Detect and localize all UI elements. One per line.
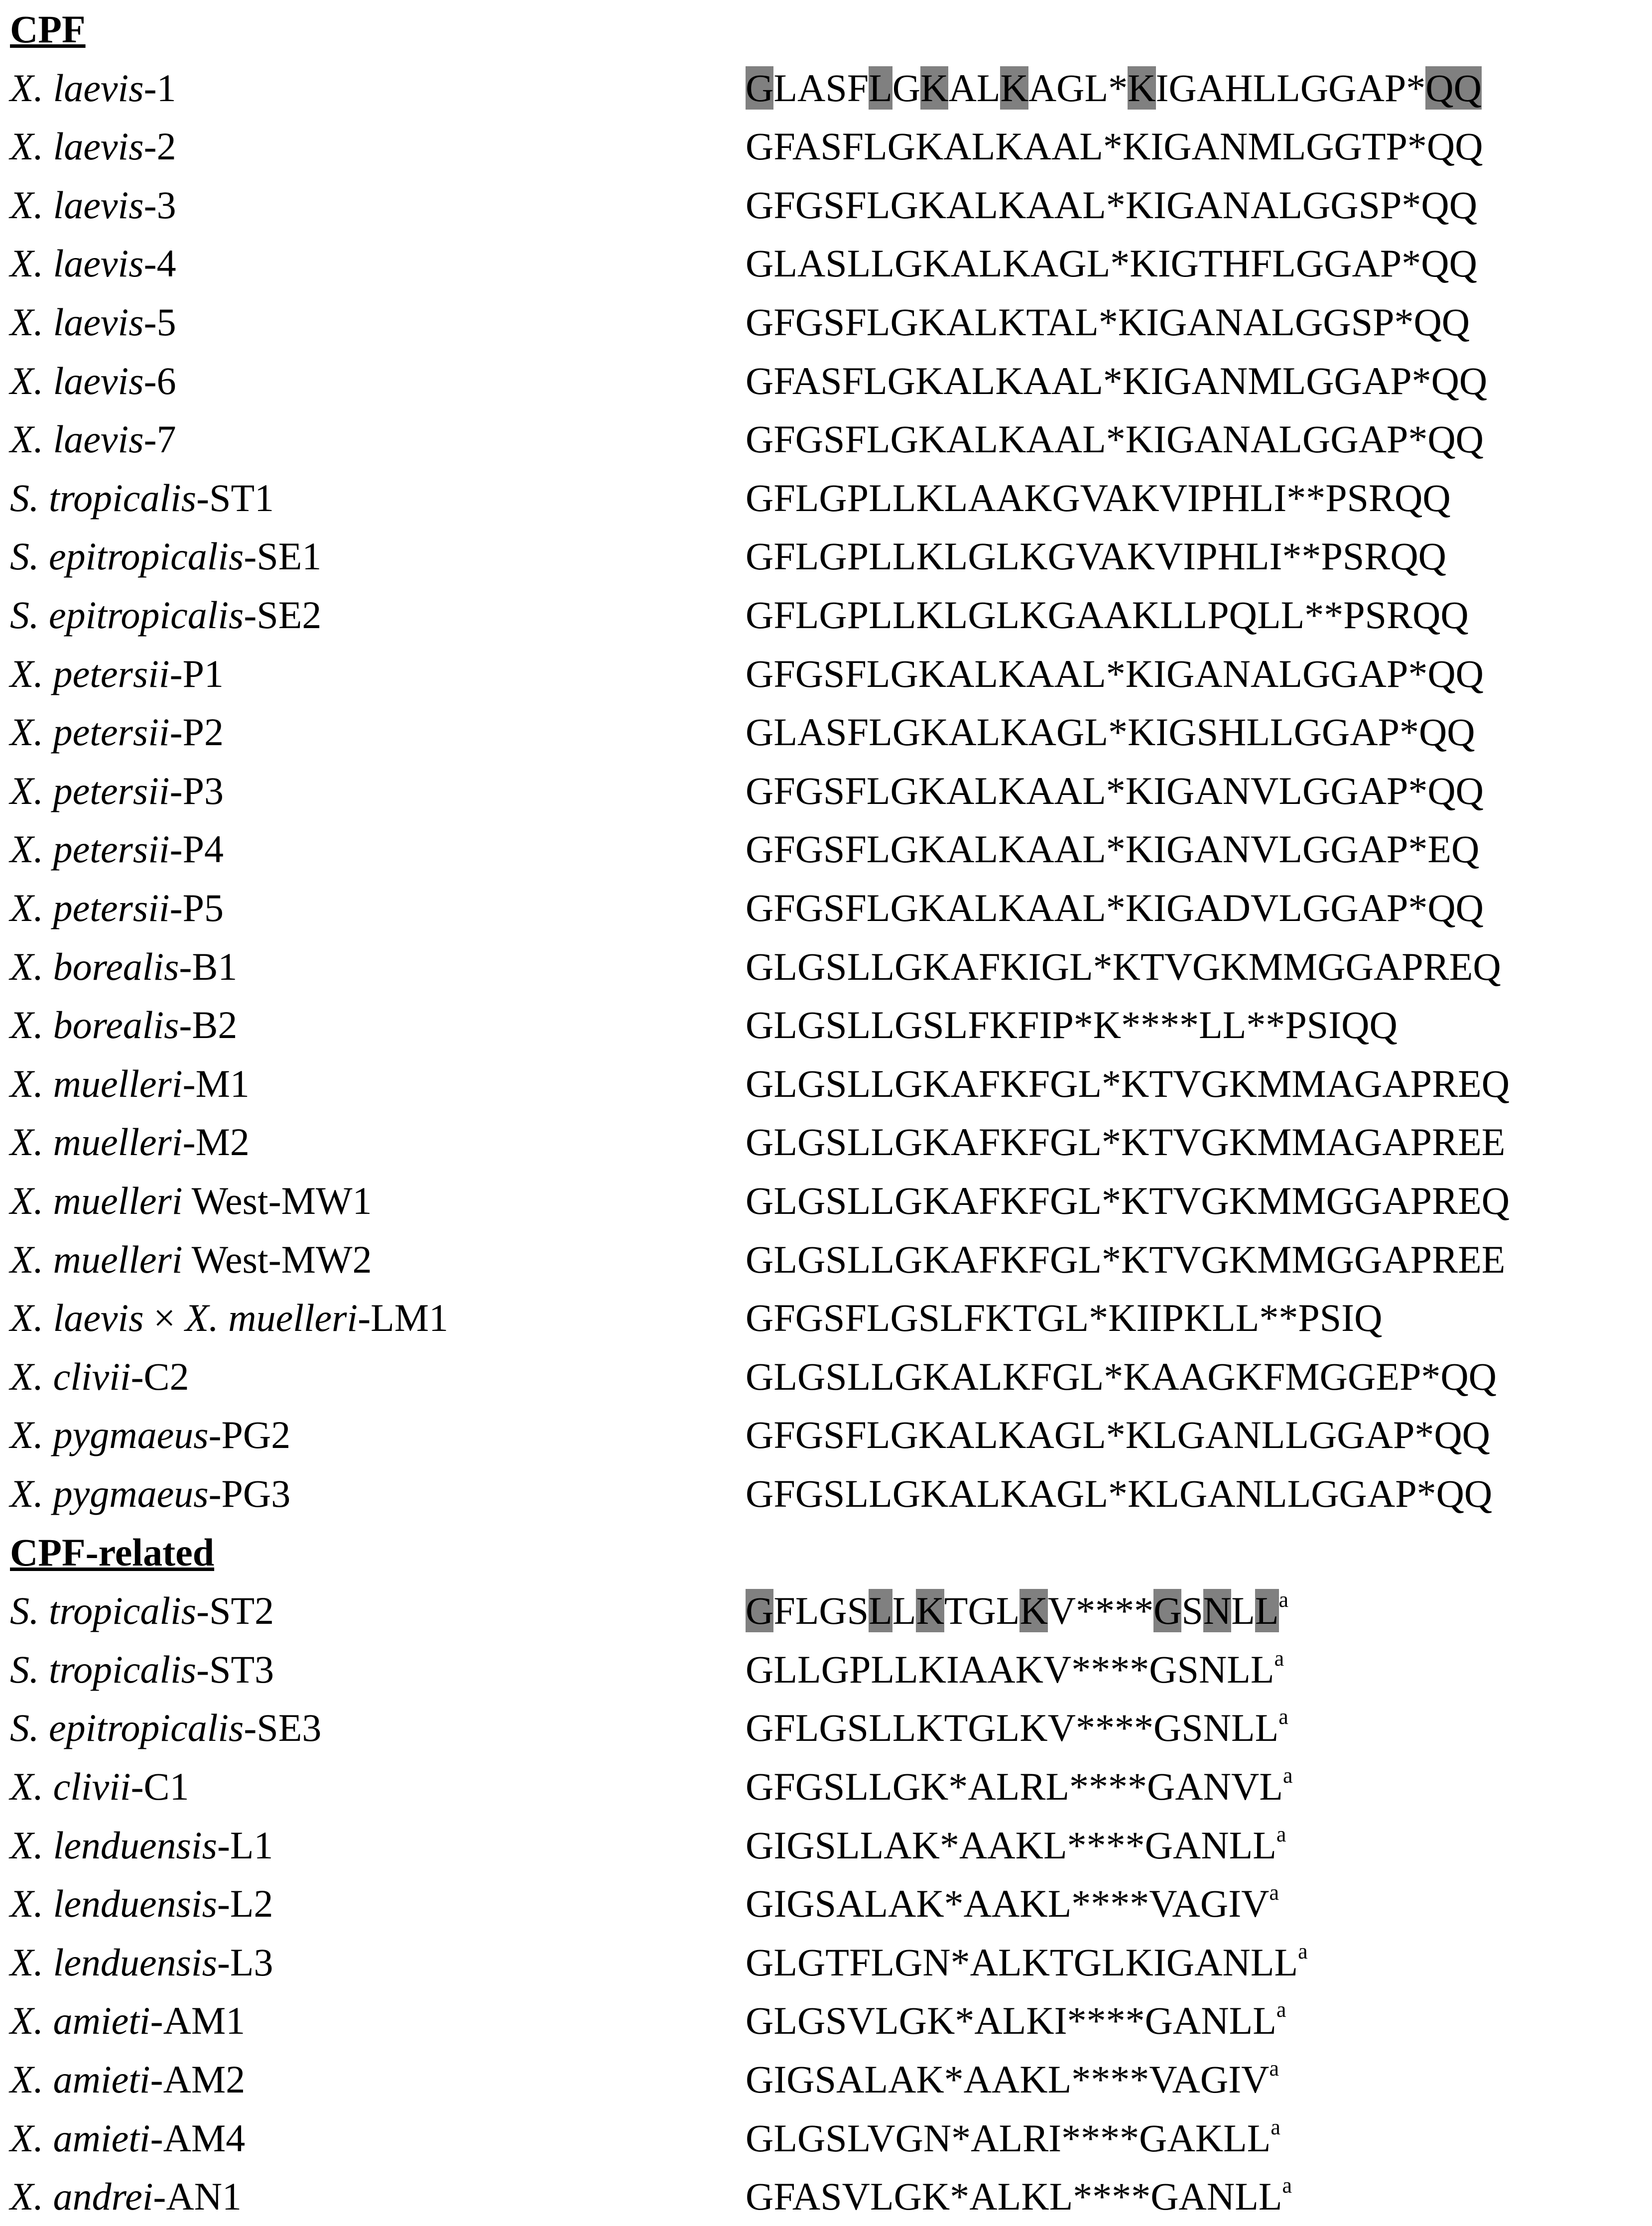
residue: A [948, 66, 977, 110]
conserved-residue: Q [1453, 66, 1482, 110]
species-label [10, 1172, 372, 1230]
alignment-row [0, 1640, 1652, 1699]
footnote-marker: a [1298, 1939, 1308, 1964]
peptide-sequence: GIGSLLAK*AAKL****GANLL$^a$ [746, 1822, 1286, 1867]
species-label [10, 2050, 245, 2109]
peptide-sequence: GLGSLVGN*ALRI****GAKLL$^a$ [746, 2114, 1280, 2160]
peptide-id: -AM4 [150, 2116, 246, 2160]
species-name: X. petersii [10, 886, 170, 929]
footnote-marker: a [1278, 1587, 1289, 1612]
peptide-sequence: GFLGPLLKLGLKGVAKVIPHLI**PSRQQ [746, 534, 1446, 578]
peptide-id: -B1 [179, 944, 238, 988]
residue: L [976, 66, 1001, 110]
peptide-id: -M2 [182, 1120, 250, 1164]
peptide-sequence: GFGSLLGKALKAGL*KLGANLLGGAP*QQ [746, 1472, 1493, 1515]
peptide-id: -5 [143, 300, 176, 344]
species-label [10, 117, 176, 176]
residue: L [795, 1589, 819, 1633]
species-name: X. laevis [10, 242, 144, 285]
species-name: X. lenduensis [10, 1823, 217, 1867]
residue: A [797, 66, 826, 110]
residue: G [1168, 66, 1197, 110]
peptide-sequence: GFGSFLGKALKTAL*KIGANALGGSP*QQ [746, 300, 1470, 344]
residue: H [1225, 66, 1253, 110]
footnote-marker: a [1276, 1822, 1286, 1846]
species-label [10, 1640, 274, 1699]
footnote-marker: a [1269, 2056, 1279, 2081]
species-label [10, 1699, 321, 1757]
alignment-row [0, 937, 1652, 996]
hybrid-cross: × [143, 1296, 185, 1340]
peptide-sequence: GFASFLGKALKAAL*KIGANMLGGTP*QQ [746, 125, 1483, 168]
alignment-row [0, 293, 1652, 352]
species-label [10, 410, 176, 469]
residue: S [847, 1589, 869, 1633]
peptide-id: -3 [143, 183, 176, 227]
species-label [10, 996, 237, 1054]
species-name: S. epitropicalis [10, 534, 244, 578]
species-name: X. muelleri [10, 1120, 183, 1164]
species-name: S. tropicalis [10, 476, 197, 520]
alignment-row [0, 1991, 1652, 2050]
peptide-id: -2 [143, 125, 176, 168]
species-name: X. laevis [10, 66, 144, 110]
peptide-id: -ST3 [196, 1647, 274, 1691]
conserved-residue: L [869, 1589, 892, 1633]
conserved-residue: Q [1425, 66, 1454, 110]
peptide-sequence: GFASFLGKALKAAL*KIGANMLGGAP*QQ [746, 359, 1488, 402]
residue: G [819, 1589, 847, 1633]
species-name: X. lenduensis [10, 1940, 217, 1984]
peptide-sequence: GLGSLLGSLFKFIP*K****LL**PSIQQ [746, 1003, 1398, 1047]
footnote-marker: a [1271, 2114, 1280, 2139]
peptide-sequence: GFGSFLGKALKAAL*KIGANVLGGAP*QQ [746, 769, 1484, 812]
species-label [10, 234, 176, 293]
species-name: S. tropicalis [10, 1589, 197, 1633]
species-label [10, 1933, 273, 1992]
alignment-row [0, 1113, 1652, 1172]
residue: L [773, 66, 797, 110]
conserved-residue: L [1255, 1589, 1279, 1633]
peptide-id: -C1 [130, 1765, 189, 1808]
footnote-marker: a [1282, 2173, 1292, 2198]
peptide-sequence: GFGSFLGKALKAGL*KLGANLLGGAP*QQ [746, 1413, 1490, 1457]
alignment-row [0, 1464, 1652, 1523]
species-label [10, 527, 321, 586]
peptide-sequence: GFGSFLGKALKAAL*KIGANALGGAP*QQ [746, 417, 1484, 461]
residue: G [892, 66, 921, 110]
peptide-id: -P2 [169, 710, 224, 754]
residue: V [1047, 1589, 1076, 1633]
species-label [10, 2167, 242, 2226]
conserved-residue: K [916, 1589, 944, 1633]
peptide-sequence: GFGSFLGKALKAAL*KIGANVLGGAP*EQ [746, 827, 1480, 871]
species-label [10, 1757, 189, 1816]
species-name: X. muelleri [10, 1237, 183, 1281]
residue: * [1406, 66, 1426, 110]
peptide-sequence: GLGSLLGKAFKFGL*KTVGKMMGGAPREE [746, 1237, 1506, 1281]
species-name: X. laevis [10, 183, 144, 227]
alignment-row [0, 469, 1652, 527]
species-name: X. laevis [10, 125, 144, 168]
residue: P [1384, 66, 1406, 110]
residue: S [1181, 1589, 1203, 1633]
residue: A [1196, 66, 1225, 110]
species-label [10, 1054, 250, 1113]
species-label [10, 1464, 290, 1523]
residue: F [847, 66, 869, 110]
peptide-sequence: GFGSFLGKALKAAL*KIGADVLGGAP*QQ [746, 886, 1484, 929]
peptide-id: -L3 [217, 1940, 273, 1984]
species-label [10, 1230, 372, 1289]
alignment-row [0, 1757, 1652, 1816]
residue: F [773, 1589, 795, 1633]
peptide-id: -SE1 [244, 534, 322, 578]
alignment-row [0, 59, 1652, 118]
residue: G [1300, 66, 1329, 110]
species-label [10, 1347, 189, 1406]
species-name: X. laevis [10, 417, 144, 461]
peptide-id: -ST2 [196, 1589, 274, 1633]
peptide-sequence: GFLGSLLKTGLKV****GSNLL$^a$ [746, 1704, 1288, 1750]
species-label [10, 1991, 245, 2050]
residue: T [944, 1589, 968, 1633]
alignment-row [0, 1054, 1652, 1113]
species-name: X. clivii [10, 1354, 131, 1398]
residue: S [825, 66, 847, 110]
species-name: X. muelleri [10, 1061, 183, 1105]
peptide-id: -1 [143, 66, 176, 110]
alignment-row [0, 1874, 1652, 1933]
species-name: S. epitropicalis [10, 1706, 244, 1750]
peptide-id: -AM1 [150, 1999, 246, 2043]
alignment-row [0, 117, 1652, 176]
conserved-residue: G [746, 1589, 774, 1633]
species-name: X. petersii [10, 769, 170, 812]
peptide-id: -L1 [217, 1823, 273, 1867]
alignment-row [0, 1406, 1652, 1464]
peptide-id: -M1 [182, 1061, 250, 1105]
species-name: S. tropicalis [10, 1647, 197, 1691]
species-name: X. petersii [10, 710, 170, 754]
peptide-id: -SE2 [244, 593, 322, 637]
residue: L [892, 1589, 916, 1633]
residue: * [1115, 1589, 1135, 1633]
alignment-row [0, 879, 1652, 937]
peptide-sequence: GFLGPLLKLGLKGAAKLLPQLL**PSRQQ [746, 593, 1469, 637]
residue: A [1356, 66, 1385, 110]
residue: L [996, 1589, 1020, 1633]
species-label [10, 586, 321, 645]
peptide-id: -AM2 [150, 2058, 246, 2101]
species-label [10, 293, 176, 352]
peptide-id: West-MW2 [182, 1237, 372, 1281]
peptide-sequence: GLGSVLGK*ALKI****GANLL$^a$ [746, 1997, 1286, 2043]
species-name: X. muelleri [185, 1296, 358, 1340]
species-name: X. andrei [10, 2175, 153, 2219]
residue: G [1056, 66, 1085, 110]
alignment-row [0, 703, 1652, 762]
alignment-row [0, 176, 1652, 235]
alignment-row [0, 2167, 1652, 2226]
residue: A [1028, 66, 1057, 110]
alignment-row [0, 410, 1652, 469]
footnote-marker: a [1276, 1997, 1286, 2022]
peptide-sequence: GFASVLGK*ALKL****GANLL$^a$ [746, 2173, 1292, 2219]
conserved-residue: G [1153, 1589, 1182, 1633]
peptide-sequence: GIGSALAK*AAKL****VAGIV$^a$ [746, 1880, 1279, 1926]
peptide-id: -4 [143, 242, 176, 285]
species-label [10, 703, 224, 762]
peptide-sequence [746, 1581, 1288, 1640]
footnote-marker: a [1274, 1646, 1284, 1671]
peptide-sequence: GIGSALAK*AAKL****VAGIV$^a$ [746, 2056, 1279, 2101]
footnote-marker: a [1282, 1763, 1293, 1788]
species-name: X. petersii [10, 827, 170, 871]
residue: L [1276, 66, 1300, 110]
species-name: X. amieti [10, 2058, 150, 2101]
species-label [10, 1289, 448, 1347]
species-label [10, 59, 176, 118]
residue: G [968, 1589, 996, 1633]
alignment-row [0, 1172, 1652, 1230]
species-label [10, 645, 224, 703]
species-name: X. lenduensis [10, 1882, 217, 1926]
species-name: X. borealis [10, 944, 179, 988]
alignment-row [0, 996, 1652, 1054]
alignment-row [0, 1347, 1652, 1406]
species-label [10, 176, 176, 235]
conserved-residue: K [1000, 66, 1028, 110]
residue: * [1076, 1589, 1096, 1633]
peptide-id: -PG3 [208, 1472, 291, 1515]
peptide-sequence: GFGSFLGSLFKTGL*KIIPKLL**PSIQ [746, 1296, 1383, 1340]
species-name: X. clivii [10, 1765, 131, 1808]
conserved-residue: L [869, 66, 892, 110]
peptide-id: -P3 [169, 769, 224, 812]
species-name: X. amieti [10, 1999, 150, 2043]
peptide-sequence: GLLGPLLKIAAKV****GSNLL$^a$ [746, 1646, 1284, 1691]
species-label [10, 762, 224, 820]
species-label [10, 937, 237, 996]
residue: L [1253, 66, 1277, 110]
species-name: X. borealis [10, 1003, 179, 1047]
species-name: X. laevis [10, 300, 144, 344]
peptide-sequence: GLGSLLGKAFKFGL*KTVGKMMAGAPREE [746, 1120, 1506, 1164]
conserved-residue: K [1019, 1589, 1048, 1633]
alignment-row [0, 527, 1652, 586]
conserved-residue: K [920, 66, 949, 110]
species-label [10, 820, 224, 879]
peptide-sequence: GLGSLLGKAFKFGL*KTVGKMMAGAPREQ [746, 1061, 1510, 1105]
residue: I [1155, 66, 1169, 110]
alignment-row [0, 1816, 1652, 1875]
alignment-row [0, 1699, 1652, 1757]
peptide-sequence [746, 59, 1482, 118]
peptide-id: West-MW1 [182, 1179, 372, 1222]
peptide-id: -6 [143, 359, 176, 402]
peptide-id: -SE3 [244, 1706, 322, 1750]
peptide-sequence: GLGSLLGKALKFGL*KAAGKFMGGEP*QQ [746, 1354, 1497, 1398]
alignment-row [0, 1289, 1652, 1347]
conserved-residue: G [746, 66, 774, 110]
species-name: X. muelleri [10, 1179, 183, 1222]
species-name: S. epitropicalis [10, 593, 244, 637]
species-label [10, 352, 176, 410]
residue: * [1095, 1589, 1115, 1633]
species-label [10, 469, 274, 527]
conserved-residue: N [1203, 1589, 1232, 1633]
residue: G [1328, 66, 1357, 110]
species-label [10, 879, 224, 937]
species-name: X. pygmaeus [10, 1472, 209, 1515]
alignment-row [0, 2109, 1652, 2168]
section-heading-cpf: CPF [10, 7, 86, 51]
residue: L [1084, 66, 1109, 110]
alignment-row [0, 820, 1652, 879]
peptide-sequence: GLGSLLGKAFKIGL*KTVGKMMGGAPREQ [746, 944, 1501, 988]
peptide-sequence: GFGSFLGKALKAAL*KIGANALGGAP*QQ [746, 652, 1484, 695]
alignment-row [0, 1230, 1652, 1289]
conserved-residue: K [1128, 66, 1156, 110]
species-label [10, 1406, 290, 1464]
species-name: X. pygmaeus [10, 1413, 209, 1457]
species-label [10, 2109, 245, 2168]
peptide-id: -B2 [179, 1003, 238, 1047]
species-name: X. laevis [10, 359, 144, 402]
alignment-row [0, 352, 1652, 410]
peptide-sequence: GLASFLGKALKAGL*KIGSHLLGGAP*QQ [746, 710, 1475, 754]
peptide-id: -P5 [169, 886, 224, 929]
peptide-id: -P1 [169, 652, 224, 695]
peptide-id: -PG2 [208, 1413, 291, 1457]
peptide-sequence: GFGSFLGKALKAAL*KIGANALGGSP*QQ [746, 183, 1478, 227]
alignment-row [0, 586, 1652, 645]
peptide-id: -C2 [130, 1354, 189, 1398]
peptide-sequence: GLASLLGKALKAGL*KIGTHFLGGAP*QQ [746, 242, 1477, 285]
alignment-row [0, 762, 1652, 820]
peptide-id: -P4 [169, 827, 224, 871]
species-label [10, 1816, 273, 1875]
alignment-row [0, 1933, 1652, 1992]
section-heading-cpf-related: CPF-related [10, 1530, 215, 1574]
peptide-sequence: GLGTFLGN*ALKTGLKIGANLL$^a$ [746, 1939, 1308, 1984]
species-name: X. petersii [10, 652, 170, 695]
species-label [10, 1113, 250, 1172]
peptide-id: -L2 [217, 1882, 273, 1926]
residue: * [1134, 1589, 1154, 1633]
peptide-sequence: GFLGPLLKLAAKGVAKVIPHLI**PSRQQ [746, 476, 1451, 520]
species-label [10, 1874, 273, 1933]
species-name: X. amieti [10, 2116, 150, 2160]
peptide-id: -LM1 [358, 1296, 449, 1340]
alignment-row [0, 234, 1652, 293]
peptide-id: -7 [143, 417, 176, 461]
alignment-row [0, 1581, 1652, 1640]
alignment-row [0, 2050, 1652, 2109]
alignment-row [0, 645, 1652, 703]
peptide-sequence: GLGSLLGKAFKFGL*KTVGKMMGGAPREQ [746, 1179, 1510, 1222]
residue: * [1108, 66, 1128, 110]
peptide-sequence: GFGSLLGK*ALRL****GANVL$^a$ [746, 1763, 1293, 1808]
footnote-marker: a [1278, 1704, 1288, 1729]
species-label [10, 1581, 274, 1640]
footnote-marker: a [1269, 1880, 1279, 1905]
species-name: X. laevis [10, 1296, 144, 1340]
residue: L [1231, 1589, 1255, 1633]
peptide-id: -ST1 [196, 476, 274, 520]
peptide-id: -AN1 [153, 2175, 242, 2219]
